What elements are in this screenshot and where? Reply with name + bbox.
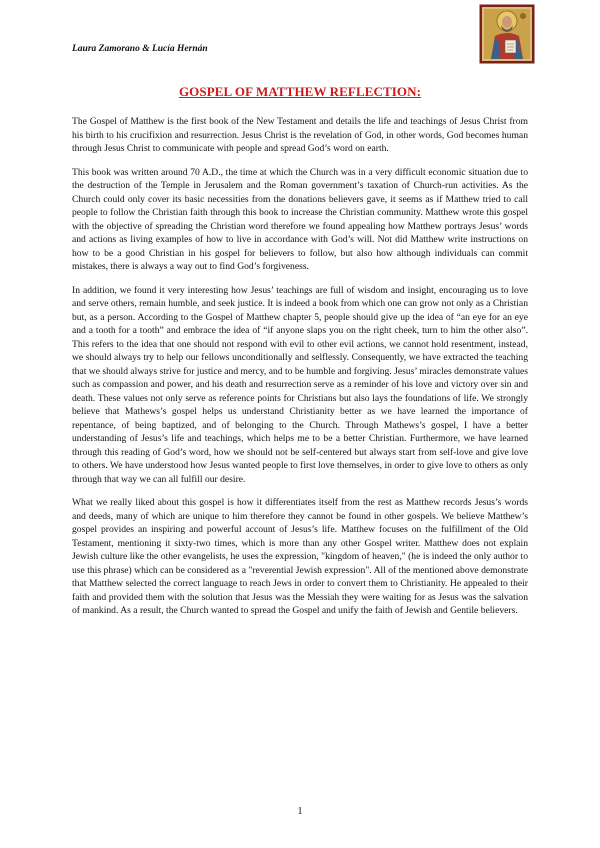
paragraph-3: In addition, we found it very interesting how Jesus’ teachings are full of wisdom and insight, encouraging us to love and serve others, remain humble, and seek justice. It is indeed a book from which one can grow not only as a Christian but, as a person. According to the Gospel of Matthew chapter 5, people should give up the idea of “an eye for an eye and a tooth for a tooth” and embrace the idea of “if anyone slaps you on the right cheek, turn to him the other also”. This refers to the idea that one should not respond with evil to other evil actions, we cannot hold resentment, instead, we should always try to help our fellows unconditionally and selflessly. Consequently, we have extracted the teaching that we should always strive for justice and mercy, and to be humble and forgiving. Jesus’ miracles demonstrate values such as compassion and power, and his death and resurrection serve as a reminder of his love and victory over sin and death. These values not only serve as reference points for Christians but also lays the foundations of life. We strongly believe that Mathews’s gospel helps us understand Christianity better as we have learned the importance of repentance, of being baptized, and of belonging to the Church. Through Mathews’s gospel, I have a better understanding of Jesus’s life and teachings, which helps me to be a better Christian. Furthermore, we have learned through this reading of God’s word, how we should not be self-centered but always start from self-love and give love to others. We have understood how Jesus wanted people to first love themselves, in order to give love to others as only through that way we can all fulfill our desire. — [72, 284, 528, 485]
paragraph-1: The Gospel of Matthew is the first book of the New Testament and details the life and teachings of Jesus Christ from his birth to his crucifixion and resurrection. Jesus Christ is the revelation of God, in other words, God becomes human through Jesus Christ to communicate with people and spread God’s word on earth. — [72, 116, 528, 154]
header-authors: Laura Zamorano & Lucía Hernán — [72, 44, 208, 54]
document-body — [72, 115, 528, 628]
page-number: 1 — [297, 806, 303, 817]
paragraph-4: What we really liked about this gospel is how it differentiates itself from the rest as Matthew records Jesus’s words and deeds, many of which are unique to him therefore they cannot be found in other gospels. We believe Matthew’s gospel provides an inspiring and powerful account of Jesus’s life. Matthew focuses on the fulfillment of the Old Testament, mentioning it sixty-two times, which is more than any other Gospel writer. Matthew does not explain Jewish culture like the other evangelists, he uses the expression, "kingdom of heaven," (he is indeed the only author to use this phrase) which can be considered as a "reverential Jewish expression". All of the mentioned above demonstrate that Matthew selected the correct language to reach Jews in order to convert them to Christianity. He appealed to their faith and provided them with the solution that Jesus was the Messiah they were waiting for as Jesus was the salvation of mankind. As a result, the Church wanted to spread the Gospel and unify the faith of Jewish and Gentile believers. — [72, 497, 528, 616]
saint-matthew-icon — [479, 4, 535, 64]
paragraph-2: This book was written around 70 A.D., the time at which the Church was in a very difficult economic situation due to the destruction of the Temple in Jerusalem and the Roman government’s taxation of Church-run activities. As the Church could only cover its basic necessities from the donations believers gave, it seems as if Matthew tried to call people to follow the Christian faith through this book to increase the Christian community. Matthew wrote this gospel with the objective of spreading the Christian word therefore we found appealing how Matthew portrays Jesus’ words and actions as living examples of how to live in accordance with God’s will. Not did Matthew write instructions on how to be a good Christian in his gospel for believers to follow, but also how although individuals can commit mistakes, there is always a way out to find God’s forgiveness. — [72, 166, 528, 272]
document-title: GOSPEL OF MATTHEW REFLECTION: — [178, 84, 422, 99]
